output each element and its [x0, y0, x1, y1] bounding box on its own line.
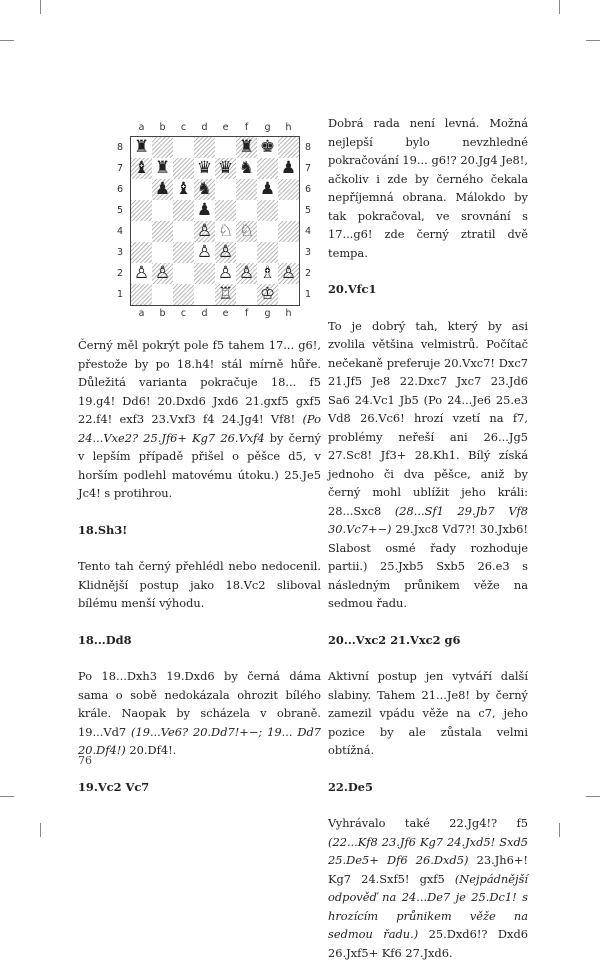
chess-piece: ♙ — [217, 242, 234, 262]
move-heading: 19.Vc2 Vc7 — [78, 779, 150, 794]
right-column — [328, 114, 528, 962]
rank-label: 3 — [304, 247, 312, 258]
chess-board — [130, 136, 300, 306]
crop-mark — [586, 796, 600, 797]
square-a4 — [131, 221, 152, 242]
square-a1 — [131, 284, 152, 305]
chess-piece: ♙ — [217, 263, 234, 283]
crop-mark — [0, 40, 14, 41]
chess-piece: ♗ — [259, 263, 276, 283]
chess-diagram — [112, 122, 316, 317]
page-number: 76 — [78, 754, 92, 767]
move-heading: 20...Vxc2 21.Vxc2 g6 — [328, 632, 461, 647]
square-c1 — [173, 284, 194, 305]
square-g8 — [257, 137, 278, 158]
square-e7 — [215, 158, 236, 179]
square-h2 — [278, 263, 299, 284]
chess-piece: ♞ — [238, 158, 255, 178]
square-f5 — [236, 200, 257, 221]
square-e8 — [215, 137, 236, 158]
rank-label: 4 — [116, 226, 124, 237]
square-g3 — [257, 242, 278, 263]
paragraph: Dobrá rada není levná. Možná nejlepší bylo nevzhledné pokračování 19... g6!? 20.Jg4 Je8!, ačkoliv i zde by černého čekala nepříjemná obrana. Málokdo by tak pokračoval, ve srovnání s 17...g6! zde černý ztratil dvě tempa. — [328, 116, 528, 260]
square-e4 — [215, 221, 236, 242]
file-label: a — [138, 308, 145, 319]
chess-piece: ♟ — [280, 158, 297, 178]
square-f2 — [236, 263, 257, 284]
square-a5 — [131, 200, 152, 221]
file-label: h — [285, 122, 292, 133]
crop-mark — [40, 823, 41, 837]
square-e6 — [215, 179, 236, 200]
paragraph: Černý měl pokrýt pole f5 tahem 17... g6!, přestože by po 18.h4! stál mírně hůře. Důležitá varianta pokračuje 18... f5 19.g4! Dd6! 20.Dxd6 Jxd6 21.gxf5 gxf5 22.f4! exf3 23.Vxf3 f4 24.Jg4! Vf8! (Po 24...Vxe2? 25.Jf6+ Kg7 26.Vxf4 by černý v lepším případě přišel o pěšce d5, v horším podlehl matovému útoku.) 25.Je5 Jc4! s protihrou. — [78, 338, 321, 500]
rank-label: 1 — [116, 289, 124, 300]
square-f8 — [236, 137, 257, 158]
square-d4 — [194, 221, 215, 242]
rank-label: 8 — [304, 142, 312, 153]
square-e1 — [215, 284, 236, 305]
square-h8 — [278, 137, 299, 158]
square-a6 — [131, 179, 152, 200]
square-f3 — [236, 242, 257, 263]
square-g1 — [257, 284, 278, 305]
crop-mark — [559, 823, 560, 837]
crop-mark — [559, 0, 560, 14]
square-h7 — [278, 158, 299, 179]
square-f6 — [236, 179, 257, 200]
file-label: c — [180, 122, 187, 133]
rank-label: 6 — [304, 184, 312, 195]
file-label: d — [201, 308, 208, 319]
square-e2 — [215, 263, 236, 284]
square-f4 — [236, 221, 257, 242]
chess-piece: ♚ — [259, 137, 276, 157]
rank-label: 4 — [304, 226, 312, 237]
file-label: b — [159, 308, 166, 319]
chess-piece: ♟ — [154, 179, 171, 199]
paragraph: Tento tah černý přehlédl nebo nedocenil. Klidnější postup jako 18.Vc2 sliboval bílému menší výhodu. — [78, 559, 321, 610]
file-label: a — [138, 122, 145, 133]
square-b1 — [152, 284, 173, 305]
crop-mark — [40, 0, 41, 14]
file-label: c — [180, 308, 187, 319]
square-g2 — [257, 263, 278, 284]
square-a7 — [131, 158, 152, 179]
square-b2 — [152, 263, 173, 284]
chess-piece: ♖ — [217, 284, 234, 304]
square-d1 — [194, 284, 215, 305]
rank-label: 2 — [116, 268, 124, 279]
rank-label: 8 — [116, 142, 124, 153]
chess-piece: ♝ — [133, 158, 150, 178]
chess-piece: ♙ — [238, 263, 255, 283]
file-label: h — [285, 308, 292, 319]
square-g4 — [257, 221, 278, 242]
chess-piece: ♜ — [154, 158, 171, 178]
square-b8 — [152, 137, 173, 158]
square-g6 — [257, 179, 278, 200]
square-b5 — [152, 200, 173, 221]
chess-piece: ♘ — [238, 221, 255, 241]
square-d2 — [194, 263, 215, 284]
square-c2 — [173, 263, 194, 284]
square-g5 — [257, 200, 278, 221]
chess-piece: ♘ — [217, 221, 234, 241]
square-f1 — [236, 284, 257, 305]
square-c4 — [173, 221, 194, 242]
move-heading: 22.De5 — [328, 779, 373, 794]
chess-piece: ♙ — [133, 263, 150, 283]
crop-mark — [586, 40, 600, 41]
rank-label: 6 — [116, 184, 124, 195]
paragraph: To je dobrý tah, který by asi zvolila většina velmistrů. Počítač nečekaně preferuje 20.Vxc7! Dxc7 21.Jf5 Je8 22.Dxc7 Jxc7 23.Jd6 Sa6 24.Vc1 Jb5 (Po 24...Je6 25.e3 Vd8 26.Vc6! hrozí vzetí na f7, problémy neřeší ani 26...Jg5 27.Sc8! Jf3+ 28.Kh1. Bílý získá jednoho či dva pěšce, aniž by černý mohl ublížit jeho králi: 28...Sxc8 (28...Sf1 29.Jb7 Vf8 30.Vc7+−) 29.Jxc8 Vd7?! 30.Jxb6! Slabost osmé řady rozhoduje partii.) 25.Jxb5 Sxb5 26.e3 s následným průnikem věže na sedmou řadu. — [328, 318, 529, 610]
move-heading: 18.Sh3! — [78, 522, 128, 537]
square-d5 — [194, 200, 215, 221]
move-heading: 20.Vfc1 — [328, 282, 377, 296]
rank-label: 7 — [116, 163, 124, 174]
square-d7 — [194, 158, 215, 179]
chess-piece: ♜ — [238, 137, 255, 157]
file-label: g — [264, 308, 271, 319]
square-b6 — [152, 179, 173, 200]
square-d3 — [194, 242, 215, 263]
chess-piece: ♙ — [154, 263, 171, 283]
chess-piece: ♙ — [196, 221, 213, 241]
file-label: e — [222, 308, 229, 319]
square-h6 — [278, 179, 299, 200]
square-d8 — [194, 137, 215, 158]
file-label: e — [222, 122, 229, 133]
square-a8 — [131, 137, 152, 158]
square-a2 — [131, 263, 152, 284]
chess-piece: ♞ — [196, 179, 213, 199]
chess-piece: ♟ — [259, 179, 276, 199]
rank-label: 7 — [304, 163, 312, 174]
square-e3 — [215, 242, 236, 263]
chess-piece: ♛ — [217, 158, 234, 178]
square-b4 — [152, 221, 173, 242]
square-g7 — [257, 158, 278, 179]
chess-piece: ♜ — [133, 137, 150, 157]
square-c8 — [173, 137, 194, 158]
chess-piece: ♝ — [175, 179, 192, 199]
paragraph: Vyhrávalo také 22.Jg4!? f5 (22...Kf8 23.Jf6 Kg7 24.Jxd5! Sxd5 25.De5+ Df6 26.Dxd5) 23.Jh6+! Kg7 24.Sxf5! gxf5 (Nejpádnější odpověď na 24...De7 je 25.Dc1! s hrozícím průnikem věže na sedmou řadu.) 25.Dxd6!? Dxd6 26.Jxf5+ Kf6 27.Jxd6. — [328, 816, 528, 960]
file-label: b — [159, 122, 166, 133]
chess-piece: ♙ — [280, 263, 297, 283]
square-a3 — [131, 242, 152, 263]
rank-label: 5 — [304, 205, 312, 216]
paragraph: Po 18...Dxh3 19.Dxd6 by černá dáma sama o sobě nedokázala ohrozit bílého krále. Naopak by scházela v obraně. 19...Vd7 (19...Ve6? 20.Dd7!+−; 19... Dd7 20.Df4!) 20.Df4!. — [78, 669, 321, 757]
square-c7 — [173, 158, 194, 179]
square-h3 — [278, 242, 299, 263]
square-c5 — [173, 200, 194, 221]
move-heading: 18...Dd8 — [78, 632, 132, 647]
square-f7 — [236, 158, 257, 179]
square-h4 — [278, 221, 299, 242]
file-label: d — [201, 122, 208, 133]
chess-piece: ♛ — [196, 158, 213, 178]
square-d6 — [194, 179, 215, 200]
file-label: f — [244, 122, 249, 133]
chess-piece: ♔ — [259, 284, 276, 304]
square-e5 — [215, 200, 236, 221]
square-h1 — [278, 284, 299, 305]
crop-mark — [0, 796, 14, 797]
paragraph: Aktivní postup jen vytváří další slabiny. Tahem 21...Je8! by černý zamezil vpádu věže na c7, jeho pozice by ale zůstala velmi obtížná. — [328, 669, 528, 757]
square-b3 — [152, 242, 173, 263]
square-c3 — [173, 242, 194, 263]
square-h5 — [278, 200, 299, 221]
rank-label: 3 — [116, 247, 124, 258]
chess-piece: ♙ — [196, 242, 213, 262]
left-column — [78, 336, 321, 796]
chess-piece: ♟ — [196, 200, 213, 220]
rank-label: 2 — [304, 268, 312, 279]
file-label: f — [244, 308, 249, 319]
rank-label: 5 — [116, 205, 124, 216]
file-label: g — [264, 122, 271, 133]
square-b7 — [152, 158, 173, 179]
square-c6 — [173, 179, 194, 200]
rank-label: 1 — [304, 289, 312, 300]
